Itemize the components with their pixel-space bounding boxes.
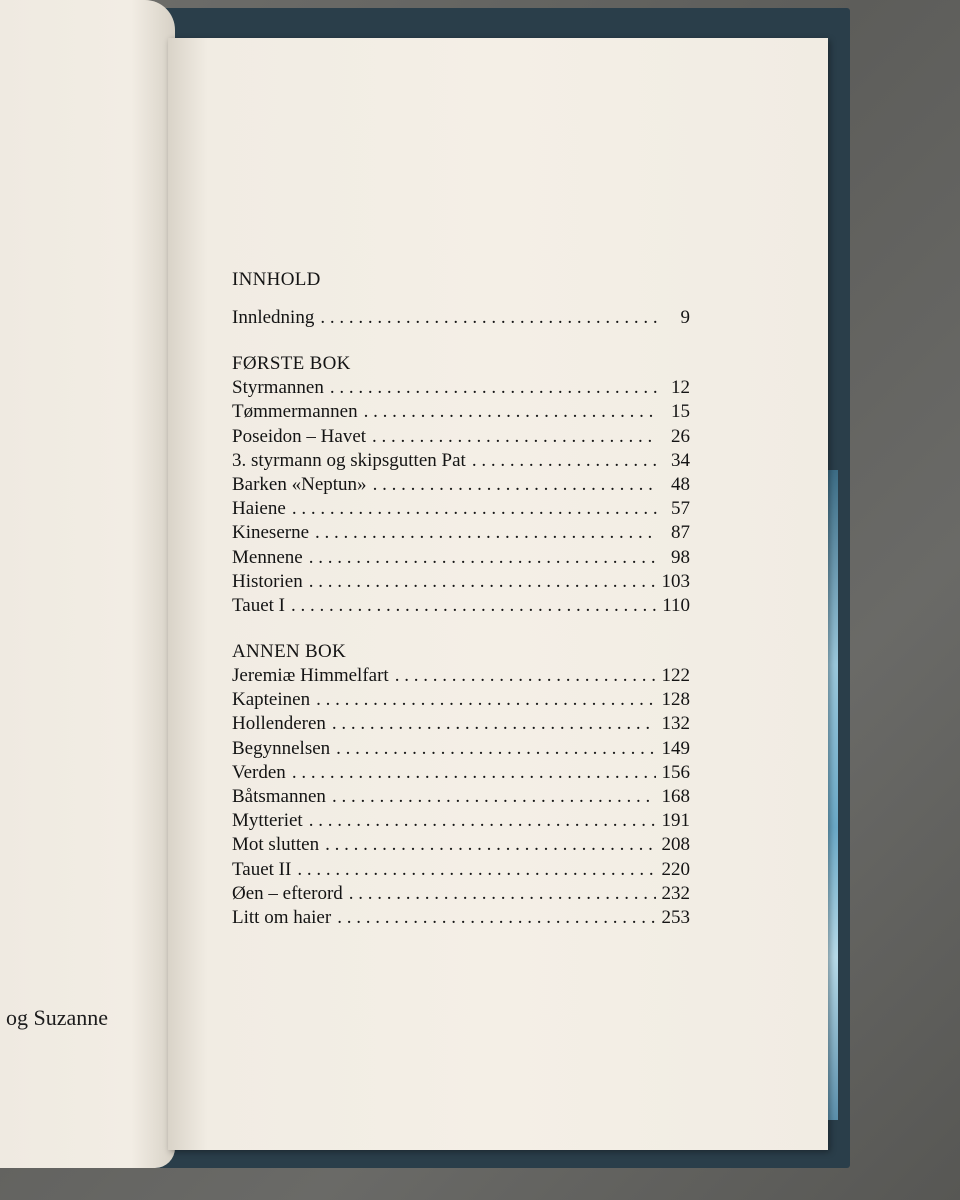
toc-entry <box>232 688 690 712</box>
toc-dot-leader <box>332 785 656 809</box>
toc-entry <box>232 809 690 833</box>
toc-entry-page: 9 <box>680 307 690 328</box>
toc-dot-leader <box>291 594 656 618</box>
toc-entry-title: Mot slutten <box>232 834 320 856</box>
book2-list <box>232 664 690 930</box>
toc-entry-page: 253 <box>661 906 690 928</box>
toc-entry <box>232 497 690 521</box>
book2-heading: ANNEN BOK <box>232 641 347 663</box>
toc-entry-title: Barken «Neptun» <box>232 473 367 495</box>
toc-entry-page: 220 <box>661 858 690 880</box>
toc-entry-page: 128 <box>661 689 690 711</box>
toc-entry <box>232 833 690 857</box>
toc-entry-page: 15 <box>671 401 690 423</box>
toc-entry <box>232 785 690 809</box>
toc-entry-page: 208 <box>661 834 690 856</box>
toc-entry-page: 26 <box>671 425 690 447</box>
toc-dot-leader <box>336 737 655 761</box>
toc-entry-page: 110 <box>662 594 690 616</box>
toc-entry-page: 156 <box>661 761 690 783</box>
toc-entry-title: Mennene <box>232 546 303 568</box>
toc-heading: INNHOLD <box>232 269 321 290</box>
toc-entry <box>232 306 690 330</box>
toc-entry <box>232 376 690 400</box>
toc-entry <box>232 521 690 545</box>
toc-entry-page: 122 <box>661 665 690 687</box>
toc-dot-leader <box>309 809 656 833</box>
toc-entry-title: Mytteriet <box>232 810 303 832</box>
toc-entry <box>232 664 690 688</box>
toc-entry-title: Hollenderen <box>232 713 326 735</box>
toc-dot-leader <box>337 906 655 930</box>
toc-entry <box>232 761 690 785</box>
toc-dot-leader <box>332 712 656 736</box>
toc-entry-page: 48 <box>671 473 690 495</box>
toc-dot-leader <box>395 664 656 688</box>
toc-dot-leader <box>292 761 656 785</box>
toc-entry <box>232 570 690 594</box>
toc-dot-leader <box>309 570 656 594</box>
toc-entry <box>232 594 690 618</box>
toc-entry-title: 3. styrmann og skipsgutten Pat <box>232 449 466 471</box>
toc-entry <box>232 712 690 736</box>
toc-entry-title: Historien <box>232 570 303 592</box>
toc-entry-page: 168 <box>661 786 690 807</box>
toc-entry-title: Haiene <box>232 498 286 520</box>
toc-entry-page: 232 <box>661 882 690 904</box>
dedication-text: og Suzanne <box>6 1005 109 1030</box>
toc-entry-title: Litt om haier <box>232 906 332 928</box>
toc-entry-title: Tauet I <box>232 594 286 616</box>
toc-dot-leader <box>315 521 658 545</box>
toc-entry-title: Poseidon – Havet <box>232 425 367 447</box>
toc-entry-page: 34 <box>671 449 690 471</box>
toc-entry <box>232 449 690 473</box>
book1-heading: FØRSTE BOK <box>232 353 351 375</box>
toc-entry-title: Styrmannen <box>232 377 324 399</box>
toc-dot-leader <box>292 497 658 521</box>
toc-entry-title: Verden <box>232 761 286 783</box>
toc-dot-leader <box>297 858 655 882</box>
toc-entry-title: Kineserne <box>232 522 310 544</box>
toc-entry-page: 87 <box>671 522 690 544</box>
toc-dot-leader <box>364 400 658 424</box>
toc-entry-title: Jeremiæ Himmelfart <box>232 665 389 687</box>
toc-entry <box>232 473 690 497</box>
toc-dot-leader <box>320 306 658 330</box>
toc-entry-title: Innledning <box>232 307 315 328</box>
toc-entry-page: 57 <box>671 498 690 520</box>
toc-entry-page: 191 <box>661 810 690 832</box>
toc-dot-leader <box>472 449 658 473</box>
toc-entry-page: 132 <box>661 713 690 735</box>
toc-entry-title: Tømmermannen <box>232 401 358 423</box>
toc-dot-leader <box>373 473 658 497</box>
toc-dot-leader <box>316 688 655 712</box>
toc-entry <box>232 546 690 570</box>
toc-entry-page: 12 <box>671 377 690 399</box>
table-of-contents <box>232 268 690 930</box>
toc-entry-title: Tauet II <box>232 858 292 880</box>
toc-dot-leader <box>309 546 658 570</box>
toc-entry <box>232 882 690 906</box>
toc-entry-title: Begynnelsen <box>232 737 331 759</box>
toc-dot-leader <box>330 376 658 400</box>
toc-entry <box>232 858 690 882</box>
toc-dot-leader <box>349 882 656 906</box>
toc-entry <box>232 906 690 930</box>
left-page <box>0 0 175 1168</box>
toc-entry-page: 103 <box>661 570 690 592</box>
toc-dot-leader <box>372 425 658 449</box>
toc-entry-page: 149 <box>661 737 690 759</box>
toc-entry <box>232 737 690 761</box>
intro-list <box>232 306 690 330</box>
toc-entry-title: Båtsmannen <box>232 786 326 807</box>
book1-list <box>232 376 690 618</box>
right-page <box>168 38 828 1150</box>
toc-entry <box>232 425 690 449</box>
toc-entry-title: Kapteinen <box>232 689 311 711</box>
toc-dot-leader <box>325 833 655 857</box>
toc-entry-page: 98 <box>671 546 690 568</box>
toc-entry <box>232 400 690 424</box>
toc-entry-title: Øen – efterord <box>232 882 343 904</box>
